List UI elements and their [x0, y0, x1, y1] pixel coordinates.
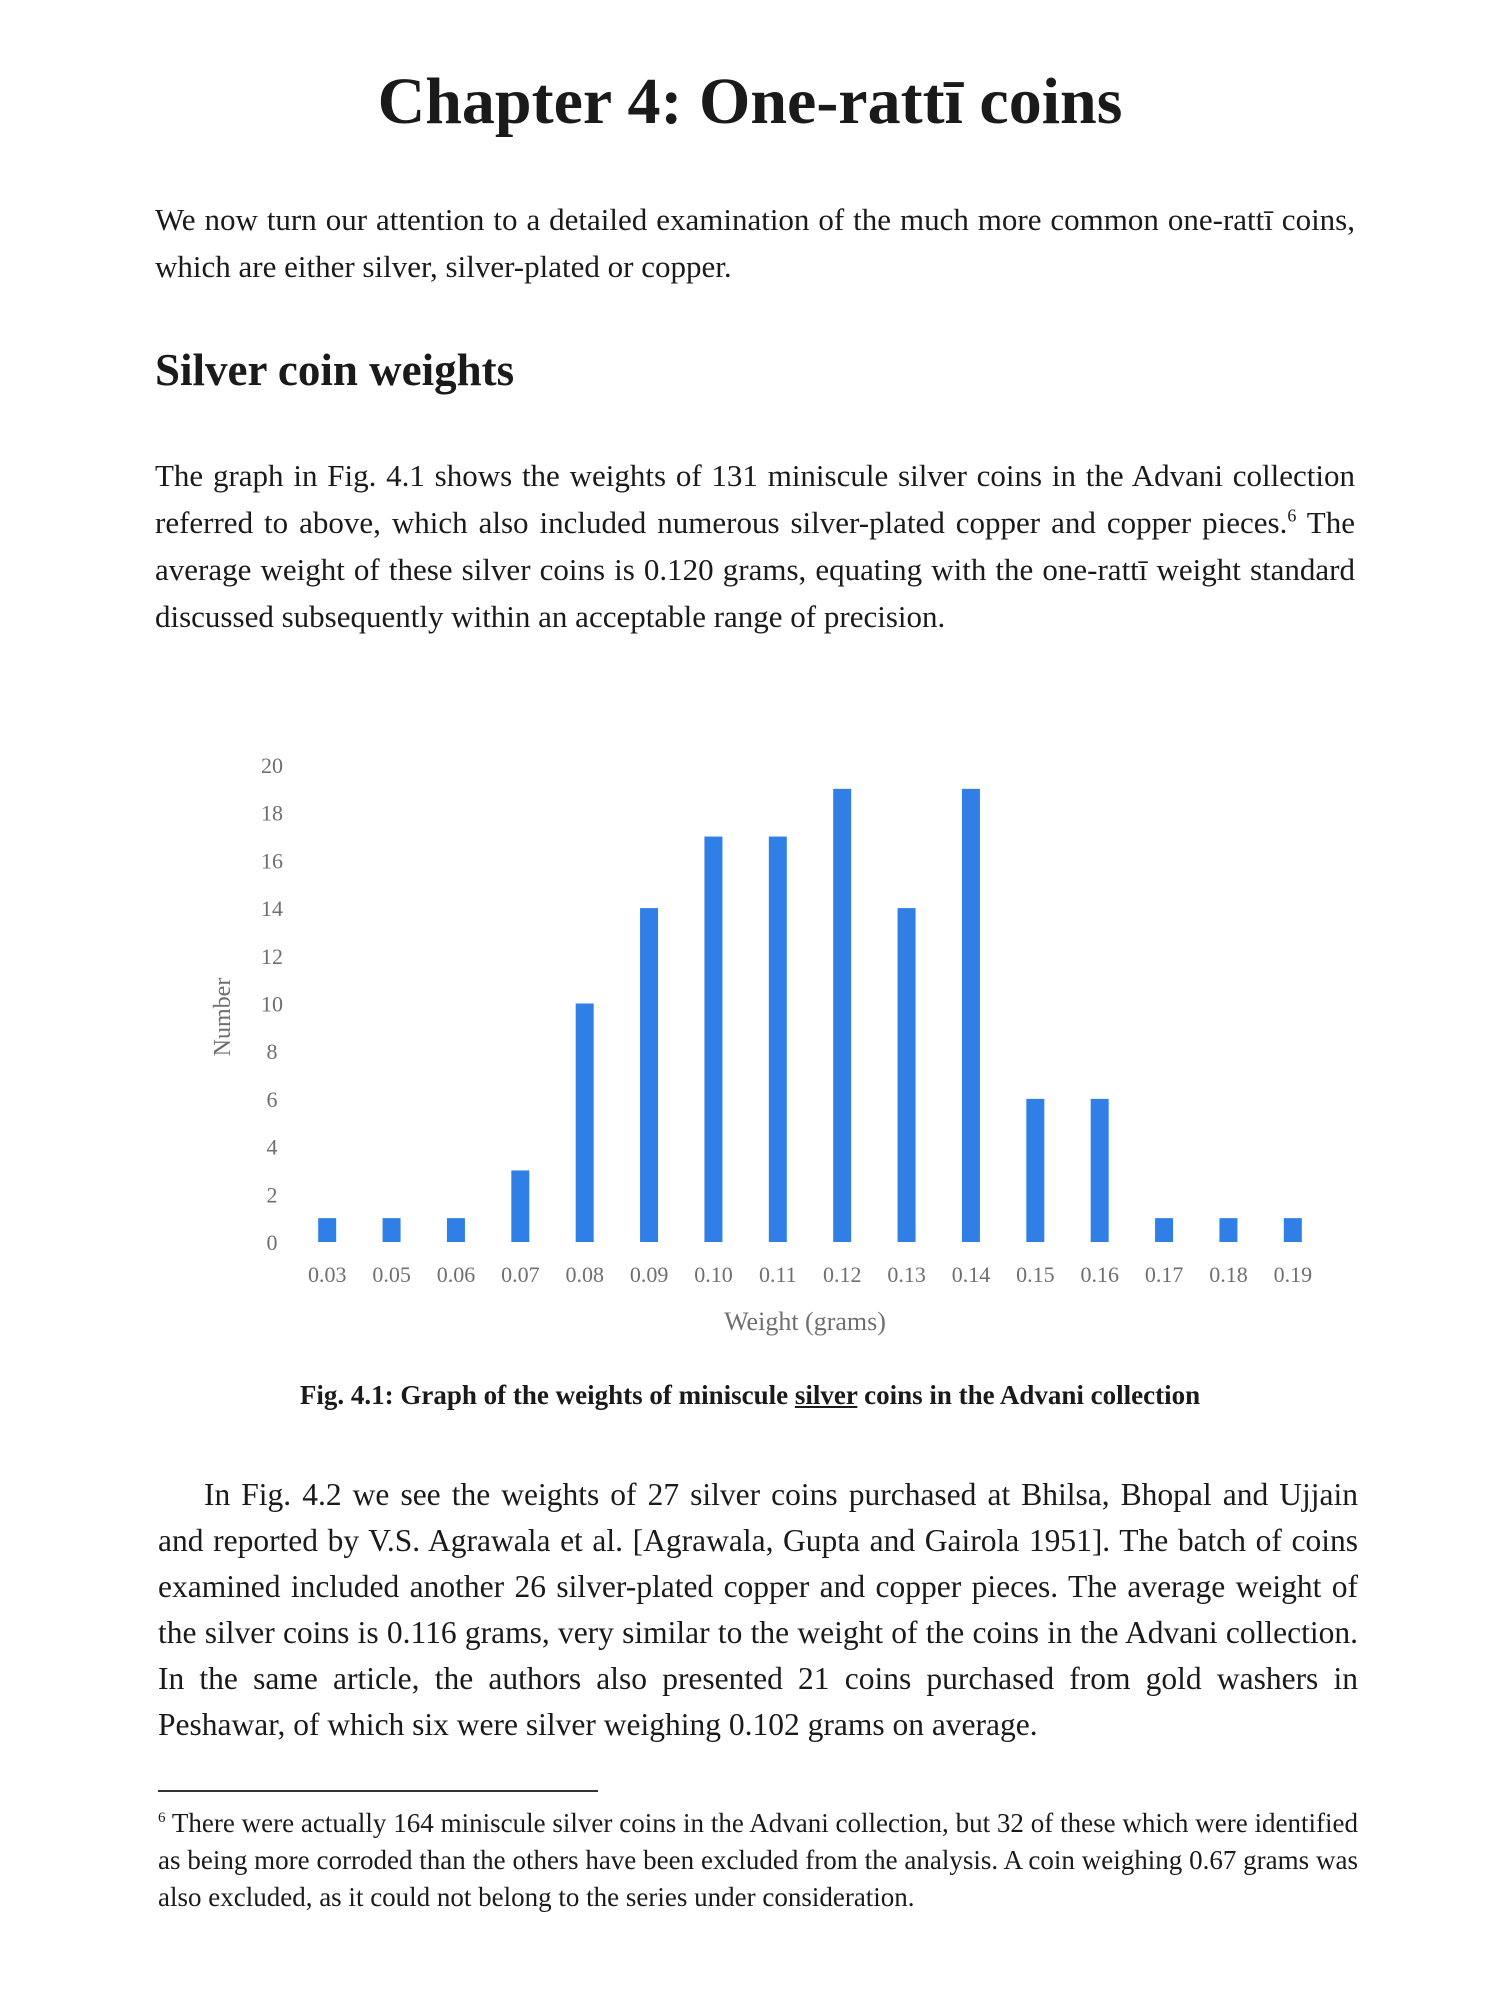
fig2-paragraph — [158, 1472, 1358, 1748]
bar-0.11 — [769, 837, 787, 1242]
graph-paragraph — [155, 452, 1355, 640]
y-tick-label: 14 — [261, 896, 283, 922]
y-tick-label: 12 — [261, 943, 283, 969]
weights-bar-chart — [190, 745, 1340, 1345]
graph-paragraph-text-continued: The average weight of these silver coins is 0.120 grams, equating with the one-rattī weight standard discussed subsequently within an acceptable range of precision. — [155, 505, 1355, 634]
x-tick-label: 0.05 — [372, 1262, 411, 1287]
bar-0.14 — [962, 789, 980, 1242]
bar-0.12 — [833, 789, 851, 1242]
bar-0.13 — [898, 908, 916, 1242]
bar-0.10 — [704, 837, 722, 1242]
intro-paragraph: We now turn our attention to a detailed examination of the much more common one-rattī coins, which are either silver, silver-plated or copper. — [155, 202, 1355, 284]
x-axis-label: Weight (grams) — [724, 1307, 886, 1336]
footnote-text: There were actually 164 miniscule silver coins in the Advani collection, but 32 of these which were identified as being more corroded than the others have been excluded from the analysis. A coin weighing 0.67 grams was also excluded, as it could not belong to the series under consideration. — [158, 1808, 1358, 1912]
x-tick-label: 0.12 — [822, 1262, 862, 1287]
section-heading: Silver coin weights — [155, 345, 515, 395]
bar-0.05 — [383, 1218, 401, 1242]
x-tick-label: 0.19 — [1273, 1262, 1313, 1287]
bar-0.16 — [1091, 1099, 1109, 1242]
y-tick-label: 20 — [261, 753, 283, 778]
footnote — [158, 1805, 1358, 1916]
x-tick-label: 0.17 — [1144, 1262, 1184, 1287]
x-tick-label: 0.14 — [951, 1262, 991, 1287]
x-tick-label: 0.07 — [501, 1262, 540, 1287]
figure-caption — [0, 1380, 1500, 1411]
y-axis-ticks — [261, 753, 283, 1255]
x-tick-label: 0.08 — [565, 1262, 604, 1287]
bar-0.07 — [511, 1170, 529, 1242]
x-axis-ticks — [308, 1262, 1312, 1287]
x-tick-label: 0.15 — [1016, 1262, 1055, 1287]
y-tick-label: 16 — [261, 848, 283, 874]
x-tick-label: 0.10 — [694, 1262, 733, 1287]
y-axis-label: Number — [210, 977, 236, 1057]
x-tick-label: 0.09 — [629, 1262, 669, 1287]
bar-0.08 — [576, 1004, 594, 1243]
caption-underlined-word: silver — [794, 1380, 858, 1410]
bar-0.15 — [1026, 1099, 1044, 1242]
x-tick-label: 0.06 — [436, 1262, 476, 1287]
bar-0.18 — [1219, 1218, 1237, 1242]
y-tick-label: 2 — [266, 1182, 278, 1208]
caption-text: Fig. 4.1: Graph of the weights of miniscule — [299, 1380, 795, 1410]
y-tick-label: 6 — [266, 1086, 278, 1112]
caption-text-end: coins in the Advani collection — [857, 1380, 1201, 1410]
bar-0.19 — [1284, 1218, 1302, 1242]
x-tick-label: 0.18 — [1209, 1262, 1248, 1287]
y-tick-label: 4 — [266, 1134, 278, 1160]
footnote-number: 6 — [158, 1810, 166, 1826]
y-tick-label: 10 — [261, 991, 283, 1017]
chart-bars — [318, 789, 1302, 1242]
x-tick-label: 0.03 — [307, 1262, 347, 1287]
y-tick-label: 8 — [266, 1039, 278, 1065]
x-tick-label: 0.13 — [887, 1262, 926, 1287]
fig2-paragraph-text: In Fig. 4.2 we see the weights of 27 silver coins purchased at Bhilsa, Bhopal and Ujjain and reported by V.S. Agrawala et al. [Agrawala, Gupta and Gairola 1951]. The batch of coins examined included another 26 silver-plated copper and copper pieces. The average weight of the silver coins is 0.116 grams, very similar to the weight of the coins in the Advani collection. In the same article, the authors also presented 21 coins purchased from gold washers in Peshawar, of which six were silver weighing 0.102 grams on average. — [158, 1477, 1358, 1742]
bar-0.03 — [318, 1218, 336, 1242]
graph-paragraph-text: The graph in Fig. 4.1 shows the weights of 131 miniscule silver coins in the Advani collection referred to above, which also included numerous silver-plated copper and copper pieces. — [155, 458, 1355, 540]
bar-0.17 — [1155, 1218, 1173, 1242]
bar-0.09 — [640, 908, 658, 1242]
footnote-divider — [158, 1790, 598, 1792]
y-tick-label: 0 — [266, 1230, 278, 1255]
y-tick-label: 18 — [261, 800, 283, 826]
bar-0.06 — [447, 1218, 465, 1242]
x-tick-label: 0.11 — [758, 1262, 797, 1287]
footnote-reference[interactable]: 6 — [1287, 505, 1297, 526]
chapter-title: Chapter 4: One-rattī coins — [377, 65, 1123, 138]
x-tick-label: 0.16 — [1080, 1262, 1119, 1287]
